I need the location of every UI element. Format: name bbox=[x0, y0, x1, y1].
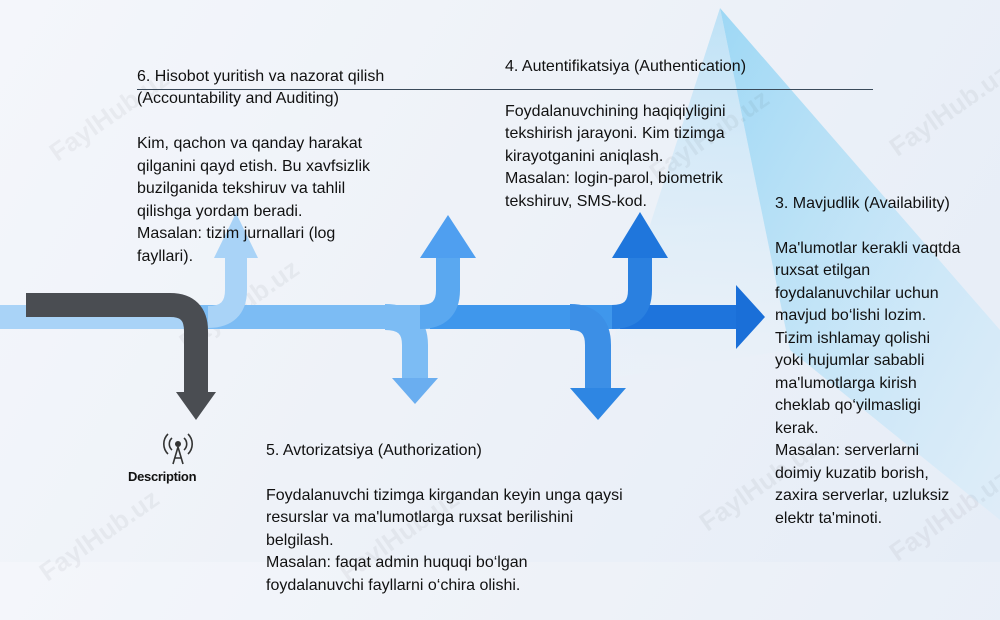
item-6-title: 6. Hisobot yuritish va nazorat qilish (Accountability and Auditing) bbox=[137, 67, 385, 107]
down-arrow-2-head bbox=[392, 378, 438, 404]
item-4-body: Foydalanuvchining haqiqiyligini tekshirish jarayoni. Kim tizimga kirayotganini aniqlash. Masalan: login-parol, biometrik tekshiruv, SMS-kod. bbox=[505, 102, 726, 210]
item-6-block bbox=[137, 43, 467, 291]
item-5-block bbox=[266, 417, 706, 620]
item-5-title: 5. Avtorizatsiya (Authorization) bbox=[266, 441, 482, 459]
up-arrow-5 bbox=[612, 255, 640, 317]
down-arrow-4-head bbox=[570, 388, 626, 420]
item-3-body: Ma'lumotlar kerakli vaqtda ruxsat etilgan foydalanuvchilar uchun mavjud bo‘lishi lozim. Tizim ishlamay qolishi yoki hujumlar sababli ma'lumotlarga kirish cheklab qo‘yilmasligi kerak. Masalan: serverlarni doimiy kuzatib borish, zaxira serverlar, uzluksiz elektr ta'minoti. bbox=[775, 239, 961, 527]
main-arrow-head bbox=[736, 285, 765, 349]
dark-arrow-head bbox=[176, 392, 216, 420]
down-arrow-2 bbox=[385, 317, 415, 380]
item-5-body: Foydalanuvchi tizimga kirgandan keyin unga qaysi resurslar va ma'lumotlarga ruxsat berilishini belgilash. Masalan: faqat admin huquqi bo‘lgan foydalanuvchi fayllarni o‘chira olishi. bbox=[266, 486, 623, 594]
down-arrow-4 bbox=[570, 317, 598, 390]
item-4-block bbox=[505, 33, 805, 236]
item-3-block bbox=[775, 170, 995, 553]
item-4-title: 4. Autentifikatsiya (Authentication) bbox=[505, 57, 747, 75]
item-3-title: 3. Mavjudlik (Availability) bbox=[775, 194, 950, 212]
item-6-body: Kim, qachon va qanday harakat qilganini qayd etish. Bu xavfsizlik buzilganida tekshiruv va tahlil qilishga yordam beradi. Masalan: tizim jurnallari (log fayllari). bbox=[137, 135, 371, 265]
antenna-icon bbox=[164, 434, 192, 464]
description-label: Description bbox=[128, 469, 197, 484]
